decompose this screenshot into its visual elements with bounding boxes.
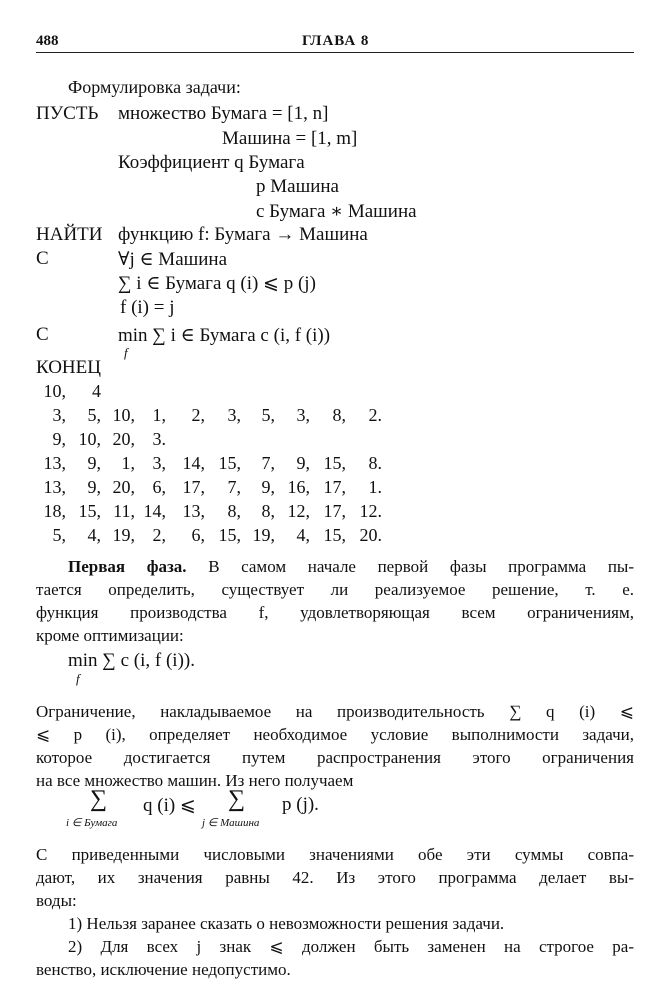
number-cell: 2. (368, 405, 382, 425)
number-cell: 17, (323, 501, 346, 521)
number-cell: 1. (368, 477, 382, 497)
number-cell: 17, (323, 477, 346, 497)
capacity-constraint: ∑ i ∈ Бумага q (i) ⩽ p (j) (118, 273, 316, 294)
number-cell: 6, (152, 477, 166, 497)
forall-machine: ∀j ∈ Машина (118, 249, 228, 270)
phase1-line-2: тается определить, существует ли реализуемое решение, т. е. (36, 580, 634, 599)
number-cell: 13, (182, 501, 205, 521)
sum-right-sigma: ∑ (228, 786, 246, 812)
objective-sub: f (124, 345, 128, 360)
number-cell: 15, (218, 453, 241, 473)
number-cell: 5, (261, 405, 275, 425)
sum-right-expr: p (j). (282, 794, 319, 815)
number-cell: 12, (287, 501, 310, 521)
keyword-with-1: С (36, 248, 49, 269)
number-cell: 4, (87, 525, 101, 545)
para2-line-3: которое достигается путем распространения этого ограничения (36, 748, 634, 767)
para3-line-1: С приведенными числовыми значениями обе эти суммы совпа- (36, 845, 634, 864)
phase1-line-1: В самом начале первой фазы программа пы- (208, 557, 635, 576)
number-cell: 13, (43, 477, 66, 497)
number-cell: 6, (191, 525, 205, 545)
para2-line-4: на все множество машин. Из него получаем (36, 771, 354, 790)
number-cell: 4 (92, 381, 101, 401)
number-cell: 14, (182, 453, 205, 473)
number-cell: 3, (152, 453, 166, 473)
number-cell: 20, (112, 429, 135, 449)
sum-left-sub: i ∈ Бумага (66, 817, 118, 829)
number-cell: 5, (87, 405, 101, 425)
header-rule (36, 52, 634, 53)
number-cell: 9, (261, 477, 275, 497)
number-cell: 13, (43, 453, 66, 473)
sum-left-sigma: ∑ (90, 786, 108, 812)
para3-line-4: 1) Нельзя заранее сказать о невозможности решения задачи. (68, 914, 505, 933)
sum-left-expr: q (i) ⩽ (143, 795, 196, 816)
para3-line-5: 2) Для всех j знак ⩽ должен быть заменен на строгое ра- (68, 937, 634, 956)
coef-q: Коэффициент q Бумага (118, 152, 305, 173)
number-cell: 10, (112, 405, 135, 425)
number-cell: 19, (252, 525, 275, 545)
number-cell: 20, (112, 477, 135, 497)
number-cell: 19, (112, 525, 135, 545)
formulation-title: Формулировка задачи: (68, 77, 241, 97)
number-cell: 3, (296, 405, 310, 425)
number-cell: 2, (191, 405, 205, 425)
number-cell: 1, (152, 405, 166, 425)
number-cell: 9, (87, 477, 101, 497)
number-cell: 9, (296, 453, 310, 473)
keyword-end: КОНЕЦ (36, 357, 101, 378)
conclusion-paragraph (36, 843, 634, 981)
formula-min-sub: f (76, 671, 80, 686)
number-cell: 8, (227, 501, 241, 521)
number-cell: 8. (368, 453, 382, 473)
coef-c: c Бумага ∗ Машина (256, 201, 417, 222)
number-cell: 11, (113, 501, 135, 521)
coef-p: p Машина (256, 176, 339, 197)
number-cell: 15, (323, 453, 346, 473)
phase1-heading: Первая фаза. (68, 557, 187, 576)
number-cell: 3, (227, 405, 241, 425)
page-number: 488 (36, 33, 59, 49)
number-cell: 8, (261, 501, 275, 521)
keyword-let: ПУСТЬ (36, 103, 99, 124)
assignment-constraint: f (i) = j (120, 297, 175, 318)
number-cell: 4, (296, 525, 310, 545)
number-cell: 10, (78, 429, 101, 449)
number-cell: 1, (121, 453, 135, 473)
number-cell: 17, (182, 477, 205, 497)
chapter-title: ГЛАВА 8 (302, 33, 370, 49)
number-cell: 9, (52, 429, 66, 449)
number-cell: 9, (87, 453, 101, 473)
number-cell: 18, (43, 501, 66, 521)
number-cell: 2, (152, 525, 166, 545)
number-cell: 12. (359, 501, 382, 521)
constraint-paragraph (36, 700, 634, 792)
para3-line-3: воды: (36, 891, 77, 910)
number-cell: 15, (323, 525, 346, 545)
number-cell: 3. (152, 429, 166, 449)
number-cell: 5, (52, 525, 66, 545)
phase1-paragraph (36, 555, 634, 647)
sum-right-sub: j ∈ Машина (202, 817, 260, 829)
formula-min: min ∑ c (i, f (i)). (68, 650, 195, 671)
para3-line-6: венство, исключение недопустимо. (36, 960, 291, 979)
keyword-find: НАЙТИ (36, 224, 103, 245)
number-cell: 10, (43, 381, 66, 401)
number-cell: 7, (261, 453, 275, 473)
objective: min ∑ i ∈ Бумага c (i, f (i)) (118, 325, 331, 346)
phase1-line-3: функция производства f, удовлетворяющая всем ограничениям, (36, 603, 634, 622)
number-cell: 14, (143, 501, 166, 521)
number-cell: 7, (227, 477, 241, 497)
set-paper: множество Бумага = [1, n] (118, 103, 329, 124)
keyword-with-2: С (36, 324, 49, 345)
number-cell: 15, (218, 525, 241, 545)
function-f: функцию f: Бумага → Машина (118, 224, 368, 245)
number-cell: 15, (78, 501, 101, 521)
para2-line-1: Ограничение, накладываемое на производительность ∑ q (i) ⩽ (36, 702, 634, 721)
para3-line-2: дают, их значения равны 42. Из этого программа делает вы- (36, 868, 634, 887)
number-cell: 3, (52, 405, 66, 425)
phase1-line-4: кроме оптимизации: (36, 626, 184, 645)
para2-line-2: ⩽ p (i), определяет необходимое условие выполнимости задачи, (36, 725, 634, 744)
number-cell: 8, (332, 405, 346, 425)
set-machine: Машина = [1, m] (222, 128, 358, 149)
number-cell: 16, (287, 477, 310, 497)
number-cell: 20. (359, 525, 382, 545)
